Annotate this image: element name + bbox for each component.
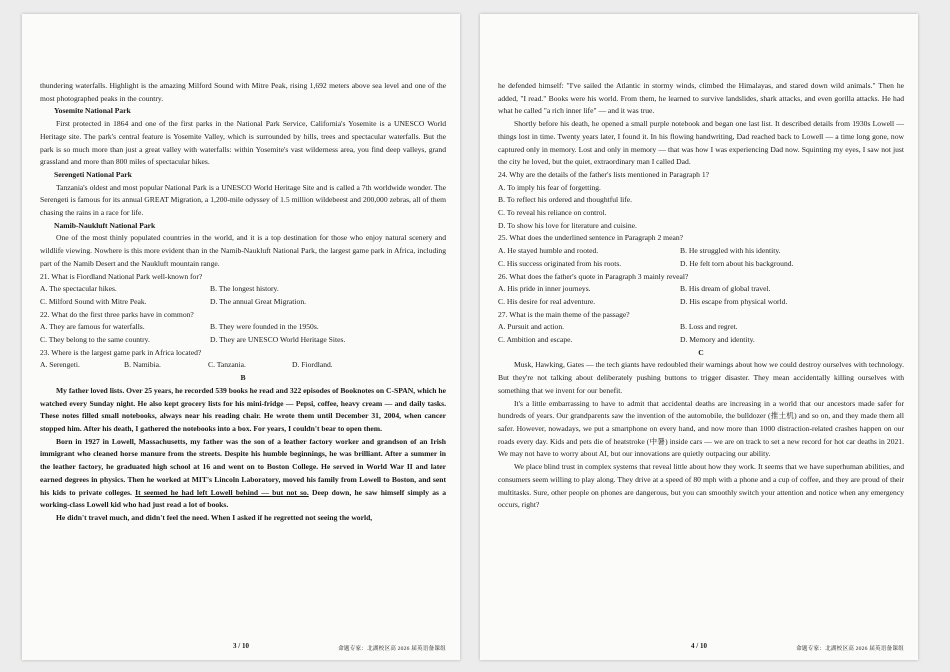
option-24-b: B. To reflect his ordered and thoughtful life. (498, 195, 633, 205)
passage-b-paragraph-1: My father loved lists. Over 25 years, he recorded 539 books he read and 322 episodes of Booknotes on C-SPAN, which he watched every Sunday night. He also kept grocery lists for his mini-fridge — Pepsi, coffee, heavy cream — and daily tasks. These notes filled small notebooks, always near his reading chair. He wrote them until December 31, 2004, when cancer stopped him. After his death, I gathered the notebooks into a box. For years, I couldn't bear to open them. (40, 385, 446, 433)
page-number: 4 / 10 (691, 642, 707, 650)
option-23-c: C. Tanzania. (208, 360, 246, 370)
section-c-heading: C (698, 347, 704, 357)
page-4-column (480, 80, 918, 512)
passage-c-paragraph-2: It's a little embarrassing to have to admit that accidental deaths are increasing in a world that our ancestors made safer for hundreds of years. Our grandparents saw the invention of the automobile, the bulldozer (推土机) and so on, and they made them all safer. However, nowadays, we put a smartphone on every hand, and now more than 1000 distraction-related crashes happen on our roads every day. Kids and pets die of heatstroke (中暑) inside cars — we are on track to set a new record for hot car deaths in 2021. We may not have to worry about AI, but our innovations are quietly outpacing our ability. (498, 398, 904, 459)
question-25: 25. What does the underlined sentence in Paragraph 2 mean? (498, 233, 683, 243)
question-22-options (40, 321, 446, 346)
question-25-options (498, 245, 904, 270)
option-25-b: B. He struggled with his identity. (680, 246, 781, 256)
question-24: 24. Why are the details of the father's lists mentioned in Paragraph 1? (498, 169, 710, 179)
page-number: 3 / 10 (233, 642, 249, 650)
option-22-b: B. They were founded in the 1950s. (210, 322, 319, 332)
option-21-a: A. The spectacular hikes. (40, 284, 117, 294)
question-26: 26. What does the father's quote in Paragraph 3 mainly reveal? (498, 271, 689, 281)
option-25-a: A. He stayed humble and rooted. (498, 246, 599, 256)
option-23-a: A. Serengeti. (40, 360, 80, 370)
option-22-a: A. They are famous for waterfalls. (40, 322, 145, 332)
option-23-b: B. Namibia. (124, 360, 161, 370)
option-27-c: C. Ambition and escape. (498, 335, 573, 345)
page-3-column (22, 80, 460, 525)
option-26-b: B. His dream of global travel. (680, 284, 771, 294)
option-26-c: C. His desire for real adventure. (498, 296, 596, 306)
option-26-a: A. His pride in inner journeys. (498, 284, 591, 294)
page-3 (22, 14, 460, 660)
page-4 (480, 14, 918, 660)
option-25-c: C. His success originated from his roots. (498, 258, 622, 268)
heading-yosemite: Yosemite National Park (54, 106, 131, 116)
question-22: 22. What do the first three parks have in common? (40, 309, 194, 319)
underlined-sentence: It seemed he had left Lowell behind — but not so. (135, 487, 309, 497)
question-23: 23. Where is the largest game park in Africa located? (40, 347, 202, 357)
question-21-options (40, 283, 446, 308)
option-22-d: D. They are UNESCO World Heritage Sites. (210, 335, 346, 345)
option-21-c: C. Milford Sound with Mitre Peak. (40, 296, 147, 306)
option-21-b: B. The longest history. (210, 284, 279, 294)
option-26-d: D. His escape from physical world. (680, 296, 788, 306)
option-24-c: C. To reveal his reliance on control. (498, 208, 607, 218)
option-27-d: D. Memory and identity. (680, 335, 755, 345)
question-26-options (498, 283, 904, 308)
option-23-d: D. Fiordland. (292, 360, 333, 370)
passage-b-paragraph-2-end: Deep down, he saw himself simply as a working-class Lowell kid who had just read a lot of books. (40, 487, 446, 510)
question-27-options (498, 321, 904, 346)
question-21: 21. What is Fiordland National Park well-known for? (40, 271, 203, 281)
passage-b-paragraph-3: He didn't travel much, and didn't feel the need. When I asked if he regretted not seeing the world, (56, 512, 373, 522)
option-25-d: D. He felt torn about his background. (680, 258, 794, 268)
paragraph-serengeti: Tanzania's oldest and most popular National Park is a UNESCO World Heritage Site and is called a 7th worldwide wonder. The Serengeti is famous for its annual GREAT Migration, a 1,200-mile odyssey of 1.5 million wildebeest and 200,000 zebras, all of them chasing the rains in a race for life. (40, 182, 446, 218)
section-b-heading: B (240, 373, 246, 383)
passage-c-paragraph-1: Musk, Hawking, Gates — the tech giants have redoubled their warnings about how we could destroy ourselves with technology. But they're not talking about deliberately pushing buttons to trigger disaster. They mean accidentally killing ourselves with something that we invent for our benefit. (498, 360, 904, 395)
passage-c-paragraph-3: We place blind trust in complex systems that reveal little about how they work. It seems that we have superhuman abilities, and consumers seem willing to play along. They drive at a speed of 80 mph with a phone and a cup of coffee, and they are proud of their multitasks. Sure, other people on phones are dangerous, but you can smoothly switch your attention and notice when any emergency occurs, right? (498, 462, 904, 510)
option-24-a: A. To imply his fear of forgetting. (498, 182, 601, 192)
question-27: 27. What is the main theme of the passage? (498, 309, 630, 319)
heading-serengeti: Serengeti National Park (54, 169, 132, 179)
option-24-d: D. To show his love for literature and cuisine. (498, 220, 637, 230)
footer-note: 命题专家：北湖校区高 2026 届英语备课组 (796, 646, 904, 652)
question-23-options (40, 359, 446, 372)
passage-a-intro: thundering waterfalls. Highlight is the amazing Milford Sound with Mitre Peak, rising 1,692 meters above sea level and one of the most photographed peaks in the country. (40, 81, 446, 103)
paragraph-yosemite: First protected in 1864 and one of the first parks in the National Park Service, California's Yosemite is a UNESCO World Heritage site. The park's central feature is Yosemite Valley, which is surrounded by hills, trees and spectacular waterfalls. But the park is so much more than just a great valley with waterfalls: within Yosemite's vast wilderness area, you find deep valleys, grand grassland and more than 800 miles of spectacular hikes. (40, 119, 446, 167)
passage-b-paragraph-2-start: Born in 1927 in Lowell, Massachusetts, my father was the son of a leather factory worker and grandson of an Irish immigrant who cleaned horse manure from the streets. Despite his humble beginnings, he was brilliant. After a summer in the leather factory, he graduated high school at 16 and went on to Boston College. He served in World War II and later earned degrees in physics. Then he worked at MIT's Lincoln Laboratory, moved his family from Lowell to Boston, and sent his kids to private colleges. (40, 436, 446, 497)
footer-note: 命题专家：北湖校区高 2026 届英语备课组 (338, 646, 446, 652)
paragraph-namib: One of the most thinly populated countries in the world, and it is a top destination for those who enjoy natural scenery and wildlife viewing. Nowhere is this more evident than in the Namib-Naukluft National Park, the largest game park in Africa, including part of the Namib Desert and the Naukluft mountain range. (40, 233, 446, 268)
passage-b-paragraph-2 (40, 436, 446, 512)
heading-namib: Namib-Naukluft National Park (54, 220, 156, 230)
option-27-a: A. Pursuit and action. (498, 322, 565, 332)
option-21-d: D. The annual Great Migration. (210, 296, 307, 306)
option-27-b: B. Loss and regret. (680, 322, 738, 332)
passage-b-paragraph-3-cont: he defended himself: "I've sailed the Atlantic in stormy winds, climbed the Himalayas, and stared down wild animals." Then he added, "I read." Books were his world. From them, he learned to survive landslides, shark attacks, and even gorilla attacks. He had what he called "a rich inner life" — and it was true. (498, 81, 904, 116)
option-22-c: C. They belong to the same country. (40, 335, 150, 345)
passage-b-paragraph-4: Shortly before his death, he opened a small purple notebook and began one last list. It described details from 1930s Lowell — things lost in time. Twenty years later, I found it. In his flowing handwriting, Dad reached back to Lowell — a time long gone, now captured only in memory. Lost and only in memory — that was how I was experiencing Dad now. Squinting my eyes, I saw not just the city he loved, but the quiet, extraordinary man I called Dad. (498, 119, 904, 167)
